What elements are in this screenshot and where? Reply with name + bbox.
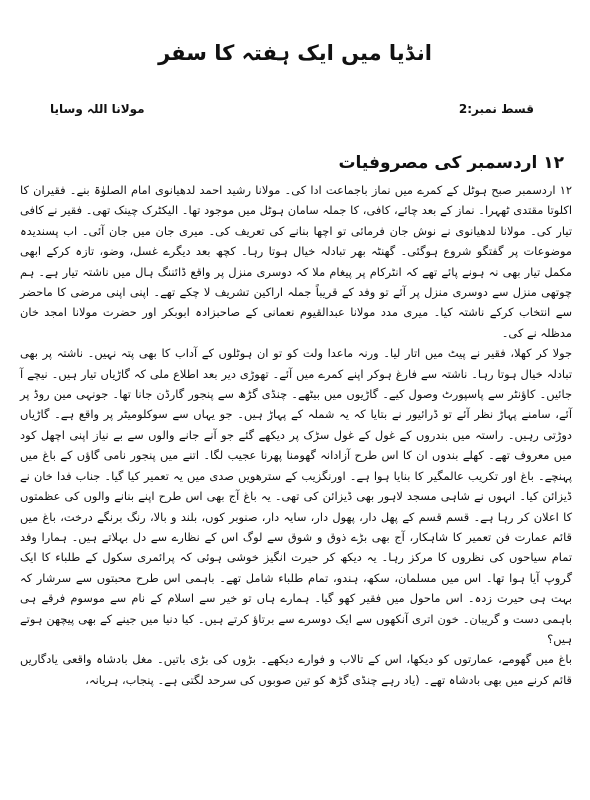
paragraph: ۱۲ اردسمبر صبح ہوٹل کے کمرے میں نماز باجماعت ادا کی۔ مولانا رشید احمد لدھیانوی امام الصلوٰۃ بنے۔ فقیران کا اکلوتا مقتدی ٹھہرا۔ نماز کے بعد چائے، کافی، کا جملہ سامان ہوٹل میں موجود تھا۔ الیکٹرک چینک تھی۔ فقیر نے کافی تیار کی۔ مولانا لدھیانوی نے نوش جان فرمائی تو اچھا بنانے کی تعریف کی۔ میری جان میں جان آئی۔ اب پسندیدہ موضوعات پر گفتگو شروع ہوگئی۔ گھنٹہ بھر تبادلہ خیال ہوتا رہا۔ کچھ بعد دیگرے غسل، وضو، تازہ کرکے ابھی مکمل تیار بھی نہ ہونے پائے تھے کہ انٹرکام پر پیغام ملا کہ دوسری منزل پر واقع ڈائننگ ہال میں ناشتہ تیار ہے۔ ہم چوتھی منزل سے دوسری منزل پر آئے تو وفد کے قریباً جملہ اراکین تشریف لا چکے تھے۔ اپنی اپنی مرضی کا ماحضر سے انتخاب کرکے ناشتہ کیا۔ میری مدد مولانا عبدالقیوم نعمانی کے صاحبزادہ ابوبکر اور حضرت مولانا امجد خان مدظلہ نے کی۔ bbox=[20, 183, 572, 340]
section-heading: ۱۲ اردسمبر کی مصروفیات bbox=[338, 153, 564, 173]
author-name: مولانا اللہ وسایا bbox=[50, 102, 145, 116]
article-title: انڈیا میں ایک ہفتہ کا سفر bbox=[158, 41, 432, 65]
paragraph: باغ میں گھومے، عمارتوں کو دیکھا، اس کے تالاب و فوارے دیکھے۔ بڑوں کی بڑی باتیں۔ مغل بادشاہ واقعی یادگاریں قائم کرنے میں بھی بادشاہ تھے۔ (یاد رہے چنڈی گڑھ کو تین صوبوں کی سرحد لگتی ہے۔ پنجاب، ہریانہ، bbox=[20, 652, 572, 687]
episode-number: قسط نمبر:2 bbox=[458, 102, 534, 116]
article-body bbox=[20, 180, 572, 690]
article-meta bbox=[42, 98, 570, 120]
paragraph: جولا کر کھلا، فقیر نے پیٹ میں اتار لیا۔ ورنہ ماعدا ولت کو تو ان ہوٹلوں کے آداب کا بھی پتہ نہیں۔ ناشتہ پر بھی تبادلہ خیال ہوتا رہا۔ ناشتہ سے فارغ ہوکر اپنے کمرے میں آئے۔ تھوڑی دیر بعد اطلاع ملی کہ گاڑیاں تیار ہیں۔ نیچے آ جائیں۔ کاؤنٹر سے پاسپورٹ وصول کیے۔ گاڑیوں میں بیٹھے۔ چنڈی گڑھ سے پنجور گارڈن جانا تھا۔ جونہی مین روڈ پر آئے، سامنے پہاڑ نظر آئے تو ڈرائیور نے بتایا کہ یہ شملہ کے پہاڑ ہیں۔ جو یہاں سے سوکلومیٹر پر واقع ہے۔ گاڑیاں دوڑتی رہیں۔ راستہ میں بندروں کے غول کے غول سڑک پر دیکھے گئے جو آنے جانے والوں سے بے نیاز اپنی اچھل کود میں معروف تھے۔ کھلے بندوں ان کا اس طرح آزادانہ گھومنا پھرنا عجیب لگا۔ اتنے میں پنجور نامی گاؤں کے باغ میں پہنچے۔ باغ اور تکریب عالمگیر کا بنایا ہوا ہے۔ اورنگزیب کے سترھویں صدی میں یہ تعمیر کیا گیا۔ جناب فدا خان نے ڈیزائن کیا۔ انہوں نے شاہی مسجد لاہور بھی ڈیزائن کی تھی۔ یہ باغ آج بھی اس طرح اپنے بنانے والوں کی عظمتوں کا اعلان کر رہا ہے۔ قسم قسم کے پھل دار، پھول دار، سایہ دار، صنوبر کوں، بلند و بالا، رنگ برنگے درخت، باغ میں قائم عمارت فن تعمیر کا شاہکار، آج بھی بڑے ذوق و شوق سے لوگ اس کے نظارے سے دل بہلاتے ہیں۔ ہمارا وفد تمام سیاحوں کی نظروں کا مرکز رہا۔ یہ دیکھ کر حیرت انگیز خوشی ہوئی کہ پرائمری سکول کے طلباء کا ایک گروپ آیا ہوا تھا۔ اس میں مسلمان، سکھ، ہندو، تمام طلباء شامل تھے۔ باہمی اس طرح محبتوں سے سرشار کہ بہت ہی حیرت زدہ۔ اس ماحول میں فقیر کھو گیا۔ ہمارے ہاں تو خیر سے اسلام کے نام سے موسوم فرقے ہی باہمی دست و گریبان۔ خون اتری آنکھوں سے ایک دوسرے سے برتاؤ کرتے ہیں۔ کیا دنیا میں جینے کے بھی پیچھن ہوتے ہیں؟ bbox=[20, 346, 572, 646]
